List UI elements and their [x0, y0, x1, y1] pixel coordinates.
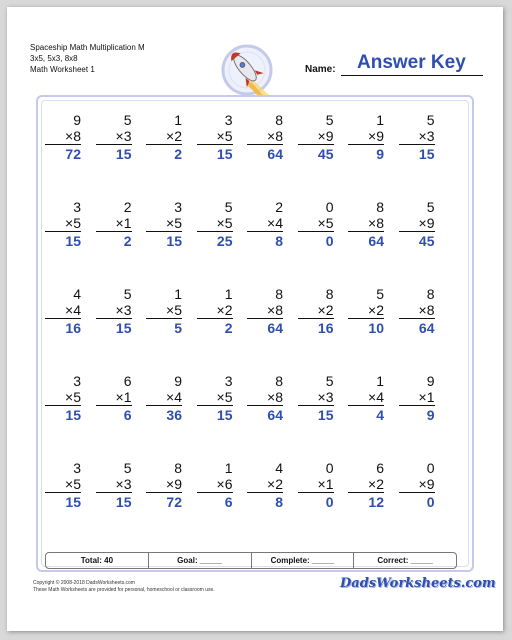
multiplier: ×3 [115, 128, 132, 144]
correct-cell: Correct: _____ [353, 553, 456, 568]
multiplicand: 5 [426, 112, 435, 128]
multiplicand: 9 [426, 373, 435, 389]
answer: 15 [45, 405, 81, 423]
multiplier: ×2 [166, 128, 182, 144]
multiplicand: 3 [73, 460, 81, 476]
answer: 72 [146, 492, 182, 510]
problem-r4-c6 [298, 373, 334, 423]
multiplier: ×4 [65, 302, 81, 318]
multiplier: ×5 [216, 215, 233, 231]
answer: 25 [197, 231, 233, 249]
answer: 15 [399, 144, 435, 162]
multiplier: ×8 [418, 302, 435, 318]
multiplicand: 1 [376, 112, 384, 128]
answer: 15 [45, 231, 81, 249]
answer: 72 [45, 144, 81, 162]
problem-r4-c5 [247, 373, 283, 423]
answer: 64 [348, 231, 384, 249]
worksheet-facts: 3x5, 5x3, 8x8 [30, 54, 78, 63]
problem-r2-c8 [399, 199, 435, 249]
problem-r4-c8 [399, 373, 435, 423]
multiplier: ×5 [216, 128, 233, 144]
problem-r1-c1 [45, 112, 81, 162]
problem-r2-c7 [348, 199, 384, 249]
problem-r2-c4 [197, 199, 233, 249]
problem-r3-c2 [96, 286, 132, 336]
multiplier: ×9 [368, 128, 384, 144]
problem-r5-c1 [45, 460, 81, 510]
multiplicand: 9 [73, 112, 81, 128]
answer: 15 [146, 231, 182, 249]
multiplicand: 3 [224, 373, 233, 389]
problem-r1-c7 [348, 112, 384, 162]
multiplier: ×8 [267, 128, 283, 144]
multiplier: ×9 [418, 476, 435, 492]
multiplicand: 1 [174, 112, 182, 128]
multiplicand: 2 [275, 199, 283, 215]
answer: 15 [197, 144, 233, 162]
multiplier: ×8 [267, 302, 283, 318]
worksheet-header [30, 42, 145, 75]
multiplicand: 0 [426, 460, 435, 476]
answer: 2 [146, 144, 182, 162]
answer: 64 [247, 144, 283, 162]
multiplicand: 9 [174, 373, 182, 389]
multiplicand: 4 [275, 460, 283, 476]
multiplicand: 2 [123, 199, 132, 215]
problem-r5-c2 [96, 460, 132, 510]
problem-r4-c7 [348, 373, 384, 423]
problem-r5-c7 [348, 460, 384, 510]
answer: 2 [96, 231, 132, 249]
usage-line: These Math Worksheets are provided for personal, homeschool or classroom use. [33, 587, 215, 593]
problem-r5-c8 [399, 460, 435, 510]
name-field [305, 52, 485, 78]
multiplicand: 8 [275, 112, 283, 128]
answer: 9 [399, 405, 435, 423]
multiplier: ×2 [216, 302, 233, 318]
multiplicand: 3 [224, 112, 233, 128]
multiplicand: 5 [123, 112, 132, 128]
multiplicand: 3 [73, 199, 81, 215]
multiplier: ×5 [216, 389, 233, 405]
multiplier: ×4 [368, 389, 384, 405]
problem-r5-c6 [298, 460, 334, 510]
problem-r5-c4 [197, 460, 233, 510]
multiplicand: 8 [376, 199, 384, 215]
multiplier: ×5 [65, 389, 81, 405]
multiplicand: 0 [325, 460, 334, 476]
multiplier: ×4 [166, 389, 182, 405]
answer: 64 [399, 318, 435, 336]
multiplicand: 5 [325, 112, 334, 128]
multiplier: ×8 [65, 128, 81, 144]
answer: 12 [348, 492, 384, 510]
answer: 15 [96, 492, 132, 510]
multiplier: ×6 [216, 476, 233, 492]
multiplier: ×1 [115, 389, 132, 405]
multiplicand: 6 [123, 373, 132, 389]
multiplicand: 3 [174, 199, 182, 215]
answer: 15 [298, 405, 334, 423]
complete-cell: Complete: _____ [251, 553, 354, 568]
problem-r4-c3 [146, 373, 182, 423]
answer: 45 [298, 144, 334, 162]
problem-r2-c2 [96, 199, 132, 249]
copyright-line: Copyright © 2008-2018 DadsWorksheets.com [33, 580, 135, 586]
answer: 8 [247, 231, 283, 249]
worksheet-title: Spaceship Math Multiplication M [30, 43, 145, 52]
multiplier: ×3 [115, 476, 132, 492]
multiplier: ×3 [418, 128, 435, 144]
name-label: Name: [305, 64, 336, 75]
problem-r3-c4 [197, 286, 233, 336]
multiplicand: 5 [325, 373, 334, 389]
multiplicand: 6 [376, 460, 384, 476]
answer: 6 [96, 405, 132, 423]
problem-r1-c5 [247, 112, 283, 162]
problem-r3-c7 [348, 286, 384, 336]
answer: 0 [298, 492, 334, 510]
problem-r3-c3 [146, 286, 182, 336]
answer: 64 [247, 405, 283, 423]
multiplier: ×8 [267, 389, 283, 405]
multiplicand: 3 [73, 373, 81, 389]
multiplicand: 8 [275, 286, 283, 302]
problem-r2-c1 [45, 199, 81, 249]
multiplier: ×3 [115, 302, 132, 318]
problem-r3-c6 [298, 286, 334, 336]
multiplier: ×8 [368, 215, 384, 231]
multiplier: ×2 [368, 476, 384, 492]
answer: 16 [45, 318, 81, 336]
problem-r4-c2 [96, 373, 132, 423]
problem-r1-c3 [146, 112, 182, 162]
answer: 10 [348, 318, 384, 336]
problem-r5-c3 [146, 460, 182, 510]
multiplicand: 8 [325, 286, 334, 302]
multiplicand: 5 [224, 199, 233, 215]
total-cell: Total: 40 [80, 556, 114, 565]
answer: 36 [146, 405, 182, 423]
multiplier: ×5 [65, 476, 81, 492]
multiplier: ×5 [166, 302, 182, 318]
multiplicand: 8 [174, 460, 182, 476]
answer: 9 [348, 144, 384, 162]
multiplicand: 0 [325, 199, 334, 215]
problem-r2-c3 [146, 199, 182, 249]
worksheet-subtitle: Math Worksheet 1 [30, 65, 95, 74]
problem-r3-c8 [399, 286, 435, 336]
multiplier: ×9 [166, 476, 182, 492]
multiplier: ×2 [368, 302, 384, 318]
answer: 15 [96, 318, 132, 336]
multiplier: ×5 [317, 215, 334, 231]
multiplicand: 1 [376, 373, 384, 389]
answer: 2 [197, 318, 233, 336]
multiplicand: 8 [275, 373, 283, 389]
multiplicand: 1 [224, 286, 233, 302]
multiplicand: 5 [123, 460, 132, 476]
problem-r5-c5 [247, 460, 283, 510]
answer: 5 [146, 318, 182, 336]
multiplier: ×3 [317, 389, 334, 405]
score-footer [45, 552, 457, 569]
problem-r3-c1 [45, 286, 81, 336]
problem-r4-c4 [197, 373, 233, 423]
problem-r1-c8 [399, 112, 435, 162]
answer: 15 [45, 492, 81, 510]
multiplicand: 4 [73, 286, 81, 302]
answer: 6 [197, 492, 233, 510]
answer: 8 [247, 492, 283, 510]
name-underline [341, 75, 483, 76]
answer: 4 [348, 405, 384, 423]
problem-r1-c4 [197, 112, 233, 162]
multiplicand: 1 [174, 286, 182, 302]
multiplier: ×4 [267, 215, 283, 231]
multiplier: ×1 [317, 476, 334, 492]
problem-r1-c2 [96, 112, 132, 162]
problem-r4-c1 [45, 373, 81, 423]
answer: 0 [298, 231, 334, 249]
multiplicand: 5 [426, 199, 435, 215]
answer: 15 [96, 144, 132, 162]
problem-r3-c5 [247, 286, 283, 336]
answer: 15 [197, 405, 233, 423]
answer: 16 [298, 318, 334, 336]
multiplier: ×1 [115, 215, 132, 231]
multiplier: ×2 [317, 302, 334, 318]
multiplicand: 1 [224, 460, 233, 476]
problem-r2-c5 [247, 199, 283, 249]
problem-r2-c6 [298, 199, 334, 249]
multiplicand: 5 [376, 286, 384, 302]
multiplicand: 5 [123, 286, 132, 302]
name-value: Answer Key [357, 52, 466, 73]
answer: 0 [399, 492, 435, 510]
copyright-notice [33, 580, 215, 594]
multiplier: ×5 [166, 215, 182, 231]
brand-logo: DadsWorksheets.com [340, 576, 496, 591]
multiplier: ×1 [418, 389, 435, 405]
answer: 45 [399, 231, 435, 249]
multiplier: ×5 [65, 215, 81, 231]
multiplier: ×9 [317, 128, 334, 144]
multiplier: ×2 [267, 476, 283, 492]
multiplier: ×9 [418, 215, 435, 231]
problem-r1-c6 [298, 112, 334, 162]
goal-cell: Goal: _____ [148, 553, 251, 568]
answer: 64 [247, 318, 283, 336]
multiplicand: 8 [426, 286, 435, 302]
